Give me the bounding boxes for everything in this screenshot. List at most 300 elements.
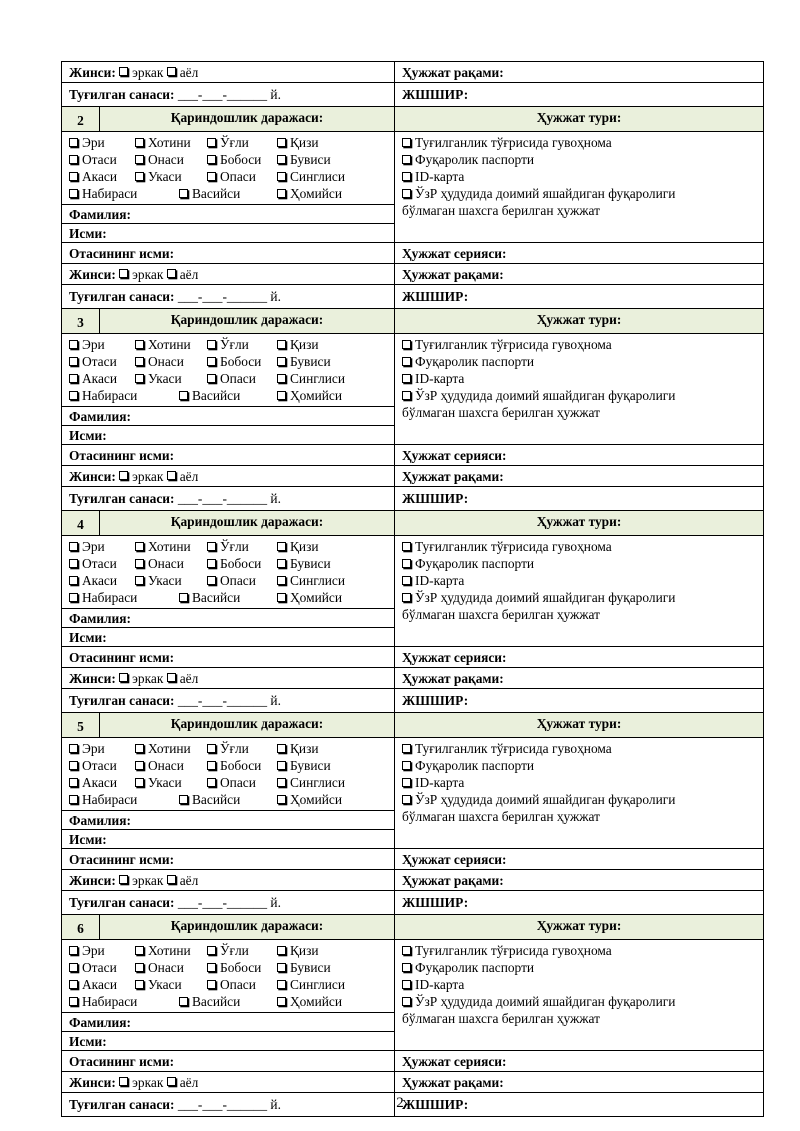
name-field[interactable] (62, 1031, 394, 1050)
kinship-option[interactable] (207, 942, 277, 959)
kinship-option-label: Синглиси (290, 169, 346, 184)
checkbox[interactable] (277, 593, 286, 602)
kinship-option[interactable] (207, 959, 277, 976)
pinfl-field[interactable] (395, 689, 763, 712)
checkbox[interactable] (135, 946, 144, 955)
kinship-option[interactable] (277, 387, 347, 404)
checkbox[interactable] (277, 189, 286, 198)
checkbox[interactable] (69, 542, 78, 551)
checkbox[interactable] (135, 559, 144, 568)
checkbox[interactable] (69, 374, 78, 383)
kinship-option[interactable] (277, 976, 345, 993)
doc-series-label: Ҳужжат серияси: (402, 1053, 507, 1069)
kinship-option[interactable] (135, 555, 207, 572)
birth-blank: ___-___-______ й. (177, 289, 281, 304)
kinship-option[interactable] (207, 168, 277, 185)
kinship-option-label: Васийси (192, 994, 241, 1009)
kinship-option-label: Бобоси (220, 556, 262, 571)
checkbox[interactable] (277, 155, 286, 164)
doc-type-option[interactable] (402, 976, 763, 993)
doc-series-field[interactable] (395, 445, 763, 465)
doc-type-option[interactable] (402, 134, 763, 151)
name-field[interactable] (62, 223, 394, 242)
surname-field[interactable] (62, 204, 394, 223)
checkbox[interactable] (69, 946, 78, 955)
kinship-option[interactable] (135, 757, 207, 774)
doc-type-option[interactable] (402, 353, 763, 370)
section-number-text: 3 (77, 315, 84, 330)
kinship-option[interactable] (277, 168, 345, 185)
kinship-option[interactable] (69, 370, 135, 387)
kinship-option-label: Ўғли (220, 741, 249, 756)
doc-number-label[interactable]: Ҳужжат рақами: (402, 64, 504, 80)
kinship-option-label: Укаси (148, 169, 182, 184)
doc-type-option[interactable] (402, 589, 763, 606)
checkbox[interactable] (135, 576, 144, 585)
checkbox[interactable] (69, 189, 78, 198)
kinship-option-label: Бобоси (220, 354, 262, 369)
doc-type-heading (395, 309, 763, 333)
checkbox-male[interactable] (119, 269, 128, 278)
kinship-option[interactable] (69, 572, 135, 589)
checkbox[interactable] (277, 795, 286, 804)
doc-type-option[interactable] (402, 336, 763, 353)
doc-type-option[interactable] (402, 151, 763, 168)
doc-series-field[interactable] (395, 243, 763, 263)
checkbox[interactable] (135, 542, 144, 551)
patronymic-field[interactable] (62, 1051, 395, 1071)
kinship-option[interactable] (207, 538, 277, 555)
doc-type-option[interactable] (402, 993, 763, 1010)
checkbox[interactable] (402, 340, 411, 349)
kinship-option[interactable] (135, 572, 207, 589)
kinship-option[interactable] (69, 353, 135, 370)
kinship-heading-text: Қариндошлик даражаси: (170, 918, 324, 933)
doc-type-heading-text: Ҳужжат тури: (536, 918, 622, 933)
checkbox[interactable] (69, 795, 78, 804)
checkbox[interactable] (135, 963, 144, 972)
kinship-option[interactable] (69, 555, 135, 572)
kinship-option-label: Эри (82, 337, 105, 352)
kinship-option-label: Ҳомийси (290, 792, 343, 807)
checkbox[interactable] (69, 559, 78, 568)
doc-series-label: Ҳужжат серияси: (402, 245, 507, 261)
checkbox[interactable] (207, 155, 216, 164)
checkbox-female[interactable] (167, 269, 176, 278)
doc-number-field[interactable] (395, 668, 763, 688)
kinship-option[interactable] (69, 993, 179, 1010)
doc-type-label: Туғилганлик тўғрисида гувоҳнома (415, 539, 612, 554)
checkbox[interactable] (277, 744, 286, 753)
doc-type-label: Туғилганлик тўғрисида гувоҳнома (415, 741, 612, 756)
checkbox[interactable] (69, 963, 78, 972)
patronymic-label: Отасининг исми: (69, 245, 175, 261)
gender-field (62, 466, 395, 486)
checkbox-male[interactable] (119, 875, 128, 884)
birth-row-1 (61, 83, 764, 107)
kinship-line (69, 993, 394, 1010)
kinship-option[interactable] (69, 791, 179, 808)
kinship-option[interactable] (207, 774, 277, 791)
checkbox[interactable] (402, 391, 411, 400)
checkbox[interactable] (135, 744, 144, 753)
kinship-option[interactable] (69, 538, 135, 555)
checkbox[interactable] (207, 559, 216, 568)
checkbox[interactable] (69, 997, 78, 1006)
checkbox-female[interactable] (167, 673, 176, 682)
kinship-option[interactable] (69, 976, 135, 993)
doc-series-field[interactable] (395, 849, 763, 869)
birth-field[interactable] (62, 285, 395, 308)
name-field[interactable] (62, 425, 394, 444)
kinship-option[interactable] (135, 336, 207, 353)
checkbox[interactable] (402, 542, 411, 551)
doc-type-label: Фуқаролик паспорти (415, 556, 535, 571)
kinship-option[interactable] (277, 572, 345, 589)
doc-type-option[interactable] (402, 370, 763, 387)
kinship-option[interactable] (179, 185, 277, 202)
surname-label: Фамилия: (69, 812, 131, 828)
kinship-option[interactable] (277, 740, 319, 757)
checkbox[interactable] (277, 138, 286, 147)
kinship-option[interactable] (277, 185, 347, 202)
doc-type-option[interactable] (402, 791, 763, 808)
checkbox[interactable] (69, 138, 78, 147)
kinship-option[interactable] (69, 740, 135, 757)
kinship-option[interactable] (135, 942, 207, 959)
checkbox[interactable] (402, 778, 411, 787)
checkbox[interactable] (277, 761, 286, 770)
patronymic-field[interactable] (62, 647, 395, 667)
checkbox[interactable] (179, 997, 188, 1006)
doc-type-option[interactable] (402, 185, 763, 202)
checkbox[interactable] (69, 391, 78, 400)
checkbox-female[interactable] (167, 875, 176, 884)
checkbox[interactable] (135, 374, 144, 383)
kinship-line (69, 336, 394, 353)
checkbox[interactable] (402, 795, 411, 804)
checkbox[interactable] (277, 980, 286, 989)
kinship-option-label: Хотини (148, 337, 191, 352)
checkbox[interactable] (179, 391, 188, 400)
checkbox[interactable] (277, 542, 286, 551)
checkbox[interactable] (402, 189, 411, 198)
checkbox[interactable] (207, 576, 216, 585)
checkbox[interactable] (69, 576, 78, 585)
checkbox[interactable] (179, 795, 188, 804)
kinship-option-label: Укаси (148, 371, 182, 386)
checkbox[interactable] (277, 172, 286, 181)
kinship-option[interactable] (207, 572, 277, 589)
kinship-option-label: Опаси (220, 371, 256, 386)
checkbox[interactable] (207, 980, 216, 989)
kinship-option[interactable] (277, 555, 331, 572)
kinship-line (69, 774, 394, 791)
checkbox-male[interactable] (119, 67, 128, 76)
checkbox[interactable] (69, 980, 78, 989)
doc-type-option[interactable] (402, 740, 763, 757)
checkbox[interactable] (207, 340, 216, 349)
checkbox-male[interactable] (119, 471, 128, 480)
kinship-option-label: Ҳомийси (290, 388, 343, 403)
checkbox[interactable] (207, 172, 216, 181)
kinship-option[interactable] (207, 555, 277, 572)
checkbox[interactable] (277, 340, 286, 349)
kinship-option[interactable] (277, 774, 345, 791)
doc-type-option[interactable] (402, 168, 763, 185)
section-number (62, 713, 100, 737)
surname-field[interactable] (62, 1012, 394, 1031)
checkbox[interactable] (277, 391, 286, 400)
name-label: Исми: (69, 427, 107, 443)
kinship-heading-text: Қариндошлик даражаси: (170, 110, 324, 125)
kinship-option[interactable] (69, 151, 135, 168)
doc-number-field[interactable] (395, 870, 763, 890)
kinship-option[interactable] (207, 151, 277, 168)
checkbox[interactable] (69, 593, 78, 602)
checkbox[interactable] (402, 374, 411, 383)
kinship-option[interactable] (69, 387, 179, 404)
female-label: аёл (179, 670, 199, 686)
birth-field[interactable] (62, 83, 395, 106)
patronymic-row (61, 445, 764, 466)
kinship-option[interactable] (207, 134, 277, 151)
checkbox[interactable] (179, 593, 188, 602)
pinfl-field[interactable] (395, 285, 763, 308)
pinfl-field[interactable] (395, 891, 763, 914)
kinship-option[interactable] (135, 538, 207, 555)
checkbox[interactable] (179, 189, 188, 198)
kinship-option-label: Васийси (192, 186, 241, 201)
checkbox[interactable] (402, 946, 411, 955)
checkbox[interactable] (207, 963, 216, 972)
kinship-option[interactable] (69, 134, 135, 151)
checkbox[interactable] (207, 374, 216, 383)
section-header-left (62, 713, 395, 737)
doc-number-field[interactable] (395, 1072, 763, 1092)
checkbox[interactable] (69, 778, 78, 787)
kinship-option[interactable] (135, 370, 207, 387)
kinship-option[interactable] (277, 993, 347, 1010)
kinship-option-label: Набираси (82, 590, 138, 605)
section-header-left (62, 309, 395, 333)
kinship-option-label: Бувиси (290, 960, 331, 975)
checkbox[interactable] (135, 980, 144, 989)
kinship-column (62, 536, 395, 646)
pinfl-field[interactable] (395, 487, 763, 510)
doc-type-option[interactable] (402, 757, 763, 774)
checkbox[interactable] (207, 357, 216, 366)
checkbox[interactable] (402, 155, 411, 164)
gender-label: Жинси: (69, 468, 116, 484)
birth-field[interactable] (62, 487, 395, 510)
checkbox[interactable] (402, 172, 411, 181)
kinship-option[interactable] (207, 370, 277, 387)
checkbox[interactable] (277, 559, 286, 568)
checkbox[interactable] (69, 155, 78, 164)
checkbox[interactable] (207, 542, 216, 551)
checkbox-male[interactable] (119, 1077, 128, 1086)
kinship-option-label: Ўғли (220, 943, 249, 958)
kinship-option[interactable] (135, 134, 207, 151)
name-field[interactable] (62, 829, 394, 848)
kinship-option[interactable] (135, 151, 207, 168)
checkbox[interactable] (135, 172, 144, 181)
gender-row (61, 1072, 764, 1093)
kinship-option[interactable] (69, 185, 179, 202)
doc-number-field[interactable] (395, 466, 763, 486)
checkbox[interactable] (69, 340, 78, 349)
kinship-option[interactable] (179, 791, 277, 808)
kinship-option[interactable] (69, 168, 135, 185)
section-header (61, 713, 764, 738)
doc-series-label: Ҳужжат серияси: (402, 649, 507, 665)
male-label: эркак (132, 468, 164, 484)
checkbox[interactable] (135, 340, 144, 349)
kinship-option[interactable] (277, 353, 331, 370)
kinship-option[interactable] (69, 959, 135, 976)
kinship-option[interactable] (69, 774, 135, 791)
male-label: эркак (132, 872, 164, 888)
kinship-option[interactable] (277, 370, 345, 387)
checkbox[interactable] (69, 761, 78, 770)
kinship-line (69, 791, 394, 808)
checkbox[interactable] (402, 997, 411, 1006)
kinship-option[interactable] (207, 740, 277, 757)
checkbox[interactable] (402, 576, 411, 585)
kinship-option[interactable] (135, 774, 207, 791)
kinship-option-label: Бобоси (220, 960, 262, 975)
checkbox[interactable] (207, 946, 216, 955)
doc-type-option[interactable] (402, 572, 763, 589)
kinship-option[interactable] (69, 336, 135, 353)
kinship-option[interactable] (179, 387, 277, 404)
kinship-option[interactable] (207, 336, 277, 353)
kinship-option[interactable] (207, 353, 277, 370)
surname-label: Фамилия: (69, 206, 131, 222)
doc-type-option (402, 404, 763, 421)
patronymic-field[interactable] (62, 445, 395, 465)
kinship-option-label: Набираси (82, 388, 138, 403)
kinship-option[interactable] (277, 336, 319, 353)
checkbox-male[interactable] (119, 673, 128, 682)
checkbox[interactable] (277, 374, 286, 383)
kinship-option[interactable] (277, 942, 319, 959)
doc-type-option[interactable] (402, 538, 763, 555)
doc-type-option[interactable] (402, 387, 763, 404)
checkbox[interactable] (207, 761, 216, 770)
kinship-option[interactable] (277, 757, 331, 774)
name-field[interactable] (62, 627, 394, 646)
doc-series-field[interactable] (395, 647, 763, 667)
kinship-option[interactable] (207, 757, 277, 774)
checkbox[interactable] (277, 357, 286, 366)
surname-field[interactable] (62, 406, 394, 425)
birth-row (61, 689, 764, 713)
kinship-option[interactable] (135, 353, 207, 370)
checkbox[interactable] (207, 778, 216, 787)
kinship-option-label: Эри (82, 943, 105, 958)
checkbox[interactable] (402, 744, 411, 753)
birth-field[interactable] (62, 689, 395, 712)
kinship-option[interactable] (135, 976, 207, 993)
surname-field[interactable] (62, 810, 394, 829)
checkbox[interactable] (135, 155, 144, 164)
kinship-option[interactable] (69, 757, 135, 774)
checkbox[interactable] (402, 761, 411, 770)
checkbox[interactable] (69, 357, 78, 366)
checkbox[interactable] (402, 138, 411, 147)
checkbox[interactable] (69, 744, 78, 753)
kinship-option-label: Опаси (220, 977, 256, 992)
kinship-option[interactable] (277, 134, 319, 151)
checkbox-female[interactable] (167, 471, 176, 480)
kinship-option[interactable] (135, 959, 207, 976)
doc-type-option[interactable] (402, 959, 763, 976)
checkbox[interactable] (277, 946, 286, 955)
checkbox[interactable] (277, 997, 286, 1006)
kinship-option[interactable] (69, 942, 135, 959)
kinship-option[interactable] (277, 791, 347, 808)
checkbox[interactable] (402, 963, 411, 972)
doc-series-field[interactable] (395, 1051, 763, 1071)
kinship-option[interactable] (277, 589, 347, 606)
patronymic-field[interactable] (62, 849, 395, 869)
doc-type-options (395, 536, 763, 646)
doc-type-option[interactable] (402, 774, 763, 791)
checkbox[interactable] (135, 761, 144, 770)
doc-type-option[interactable] (402, 942, 763, 959)
checkbox[interactable] (402, 593, 411, 602)
checkbox-female[interactable] (167, 67, 176, 76)
kinship-option-label: Васийси (192, 388, 241, 403)
pinfl-label[interactable]: ЖШШИР: (402, 87, 469, 102)
kinship-option[interactable] (179, 993, 277, 1010)
birth-field[interactable] (62, 891, 395, 914)
checkbox[interactable] (207, 744, 216, 753)
kinship-option-label: Синглиси (290, 371, 346, 386)
kinship-option[interactable] (277, 151, 331, 168)
birth-label: Туғилган санаси: (69, 491, 175, 506)
doc-type-option[interactable] (402, 555, 763, 572)
checkbox[interactable] (402, 357, 411, 366)
kinship-option[interactable] (277, 538, 319, 555)
doc-type-label: бўлмаган шахсга берилган ҳужжат (402, 405, 600, 420)
kinship-option[interactable] (69, 589, 179, 606)
kinship-option[interactable] (277, 959, 331, 976)
kinship-option[interactable] (135, 168, 207, 185)
doc-number-field[interactable] (395, 264, 763, 284)
checkbox[interactable] (277, 576, 286, 585)
checkbox[interactable] (69, 172, 78, 181)
patronymic-field[interactable] (62, 243, 395, 263)
doc-type-label: ЎзР ҳудудида доимий яшайдиган фуқаролиги (415, 186, 676, 201)
kinship-option[interactable] (207, 976, 277, 993)
surname-field[interactable] (62, 608, 394, 627)
checkbox[interactable] (135, 138, 144, 147)
checkbox[interactable] (402, 980, 411, 989)
kinship-option[interactable] (135, 740, 207, 757)
checkbox[interactable] (277, 963, 286, 972)
checkbox[interactable] (135, 357, 144, 366)
kinship-option-label: Ҳомийси (290, 590, 343, 605)
checkbox-female[interactable] (167, 1077, 176, 1086)
checkbox[interactable] (402, 559, 411, 568)
checkbox[interactable] (135, 778, 144, 787)
checkbox[interactable] (207, 138, 216, 147)
kinship-option[interactable] (179, 589, 277, 606)
checkbox[interactable] (277, 778, 286, 787)
